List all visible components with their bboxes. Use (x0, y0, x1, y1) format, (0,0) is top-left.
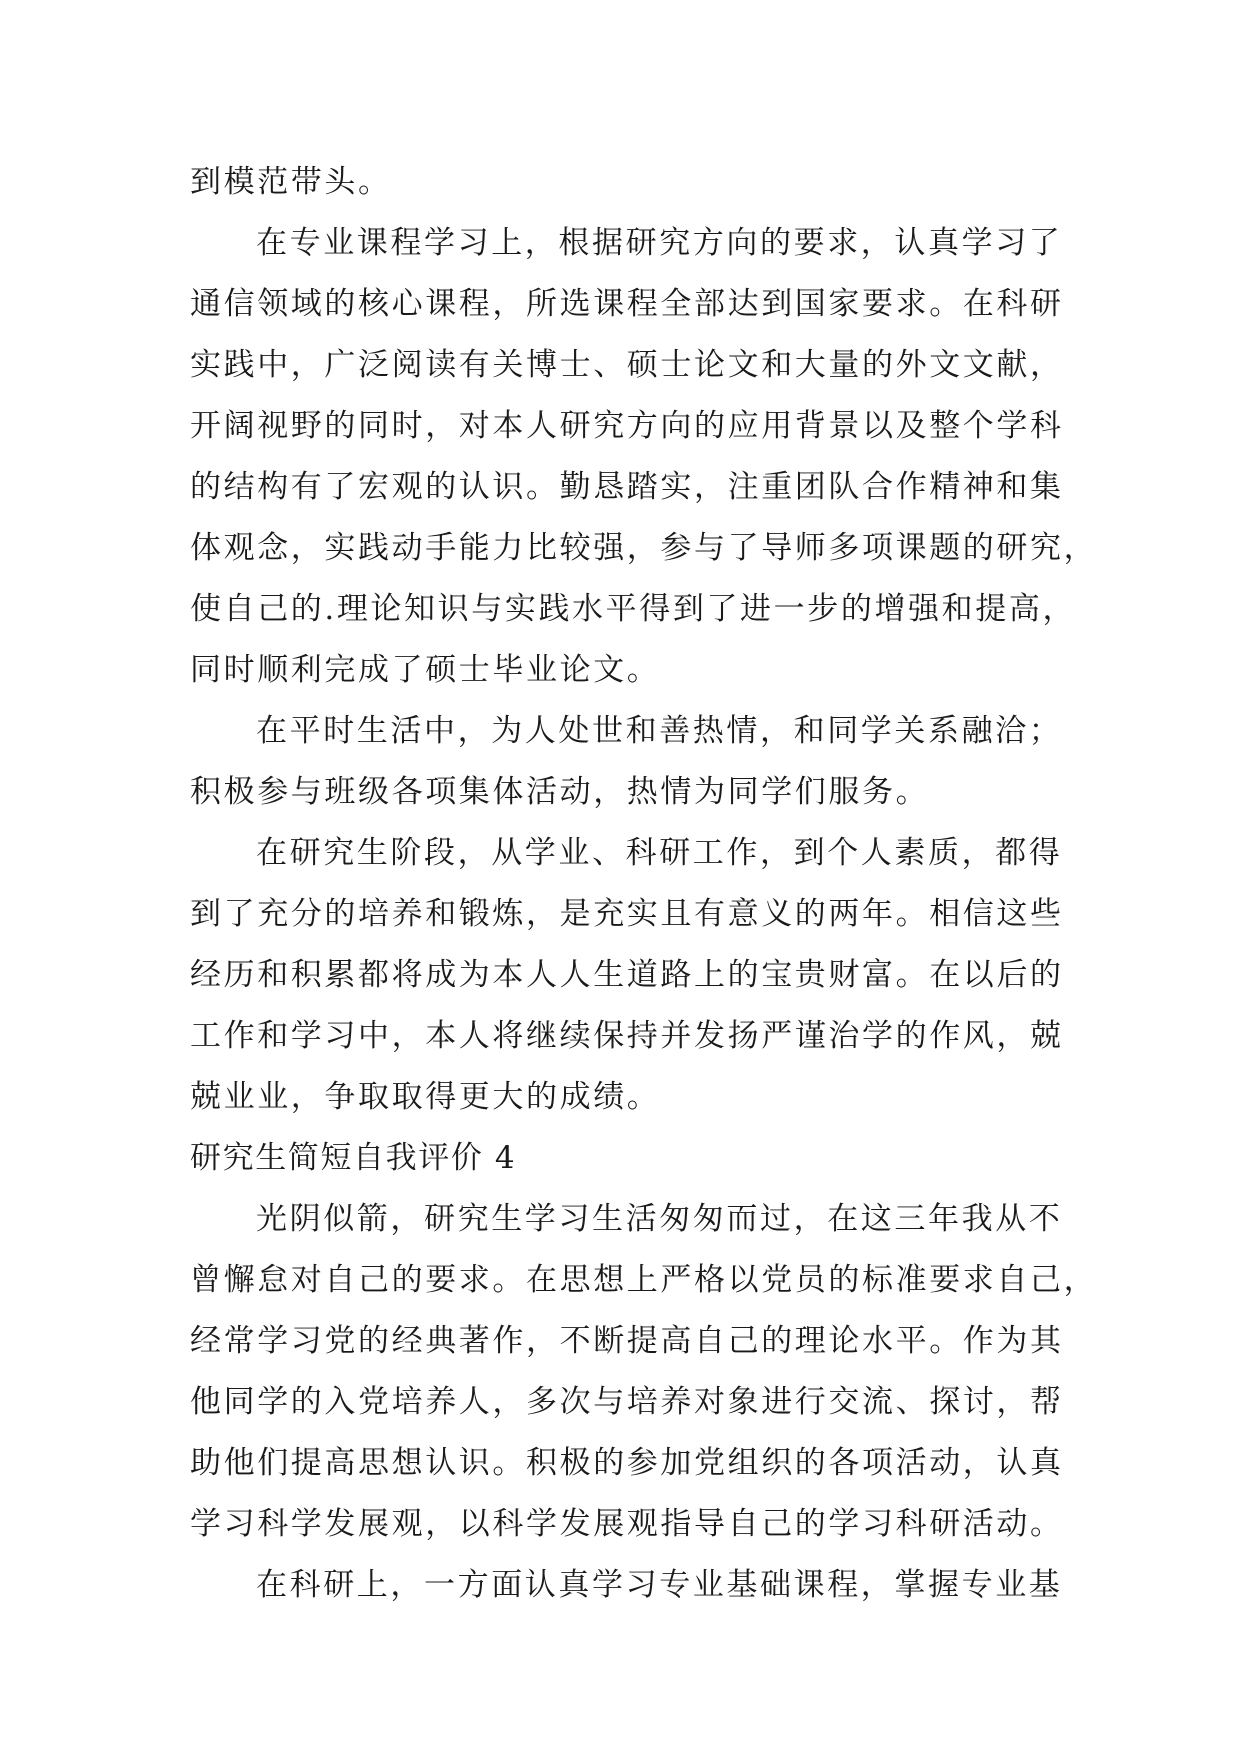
text-line: 工作和学习中，本人将继续保持并发扬严谨治学的作风，兢 (190, 1018, 1064, 1054)
text-line: 兢业业，争取取得更大的成绩。 (190, 1079, 661, 1115)
text-line: 开阔视野的同时，对本人研究方向的应用背景以及整个学科 (190, 408, 1064, 444)
text-line: 使自己的.理论知识与实践水平得到了进一步的增强和提高， (190, 591, 1077, 627)
text-line: 实践中，广泛阅读有关博士、硕士论文和大量的外文文献， (190, 347, 1064, 383)
document-body (190, 152, 1098, 1616)
text-line: 的结构有了宏观的认识。勤恳踏实，注重团队合作精神和集 (190, 469, 1064, 505)
text-line: 在科研上，一方面认真学习专业基础课程，掌握专业基 (256, 1567, 1063, 1603)
text-line: 到模范带头。 (190, 164, 392, 200)
text-line: 在平时生活中，为人处世和善热情，和同学关系融洽； (256, 713, 1063, 749)
text-line: 他同学的入党培养人，多次与培养对象进行交流、探讨，帮 (190, 1384, 1064, 1420)
text-line: 光阴似箭，研究生学习生活匆匆而过，在这三年我从不 (256, 1201, 1063, 1237)
section-heading: 研究生简短自我评价 4 (190, 1140, 517, 1176)
text-line: 经常学习党的经典著作，不断提高自己的理论水平。作为其 (190, 1323, 1064, 1359)
text-line: 在研究生阶段，从学业、科研工作，到个人素质，都得 (256, 835, 1063, 871)
text-line: 通信领域的核心课程，所选课程全部达到国家要求。在科研 (190, 286, 1064, 322)
text-line: 助他们提高思想认识。积极的参加党组织的各项活动，认真 (190, 1445, 1064, 1481)
text-line: 在专业课程学习上，根据研究方向的要求，认真学习了 (256, 225, 1063, 261)
text-line: 积极参与班级各项集体活动，热情为同学们服务。 (190, 774, 930, 810)
text-line: 曾懈怠对自己的要求。在思想上严格以党员的标准要求自己， (190, 1262, 1098, 1298)
text-line: 同时顺利完成了硕士毕业论文。 (190, 652, 661, 688)
text-line: 学习科学发展观，以科学发展观指导自己的学习科研活动。 (190, 1506, 1064, 1542)
text-line: 经历和积累都将成为本人人生道路上的宝贵财富。在以后的 (190, 957, 1064, 993)
text-line: 到了充分的培养和锻炼，是充实且有意义的两年。相信这些 (190, 896, 1064, 932)
text-line: 体观念，实践动手能力比较强，参与了导师多项课题的研究， (190, 530, 1098, 566)
